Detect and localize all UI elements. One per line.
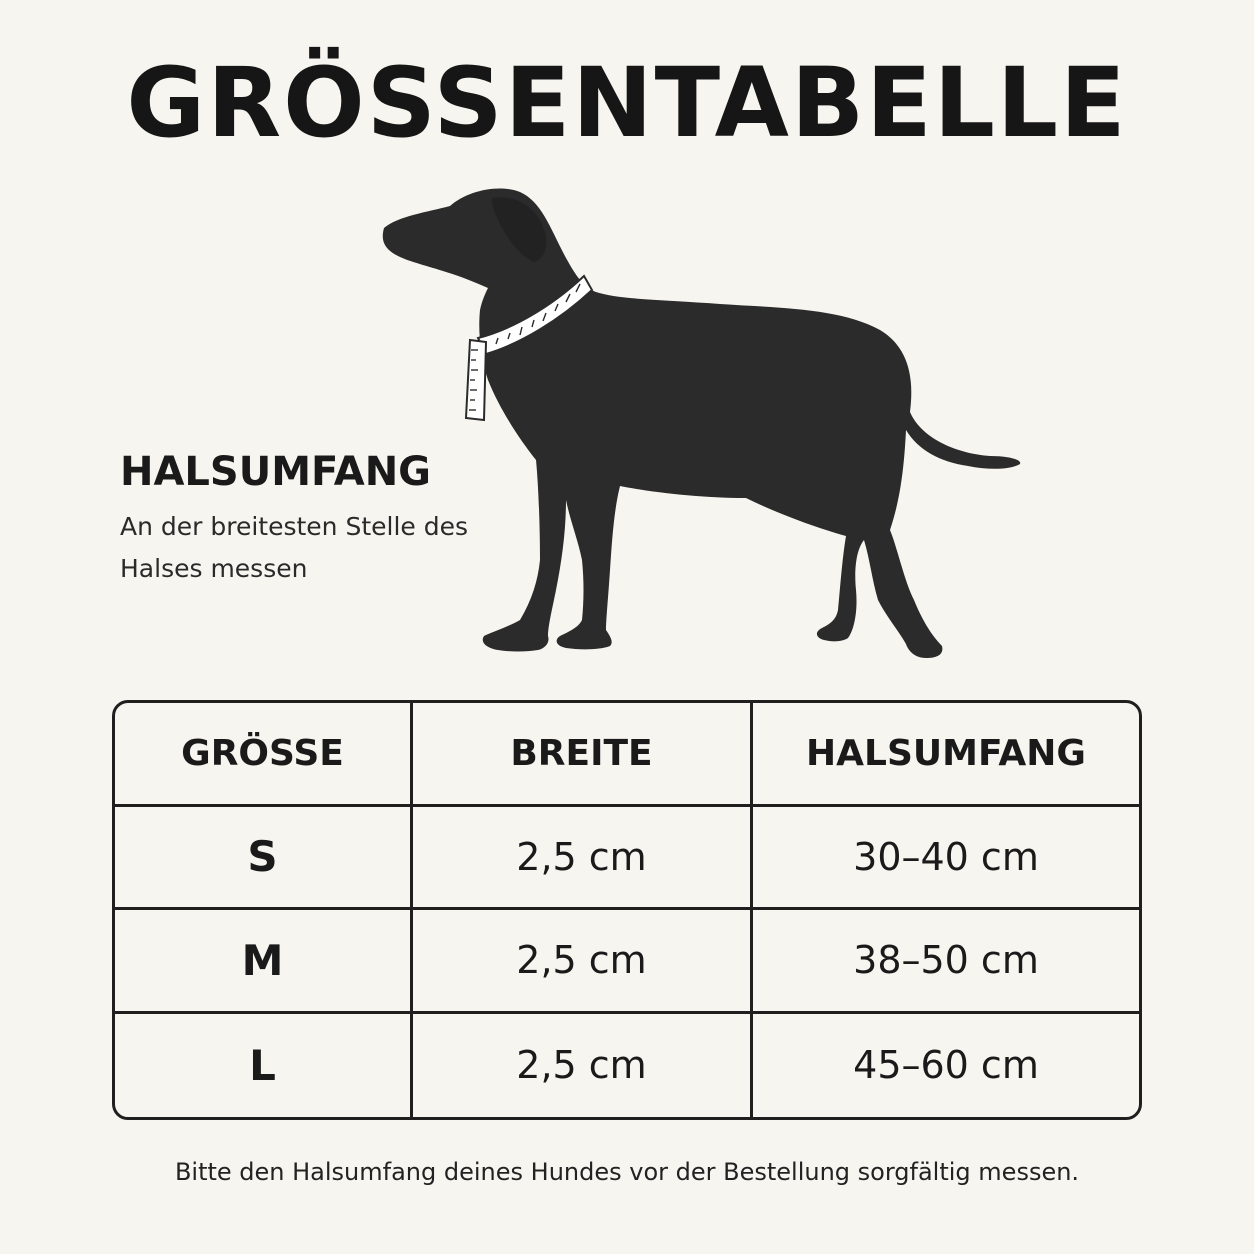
table-cell-size: L xyxy=(115,1014,413,1118)
measure-description: An der breitesten Stelle des Halses messen xyxy=(120,512,469,583)
table-cell-width: 2,5 cm xyxy=(413,910,753,1014)
table-header-width: BREITE xyxy=(413,703,753,807)
page-title: GRÖSSENTABELLE xyxy=(126,47,1128,159)
measure-title: HALSUMFANG xyxy=(120,449,432,495)
dog-silhouette-icon xyxy=(370,180,1040,670)
size-table xyxy=(112,700,1142,1120)
table-cell-neck: 38–50 cm xyxy=(753,910,1139,1014)
table-header-neck: HALSUMFANG xyxy=(753,703,1139,807)
footnote: Bitte den Halsumfang deines Hundes vor der Bestellung sorgfältig messen. xyxy=(174,1158,1080,1186)
measure-instruction xyxy=(120,446,480,590)
table-cell-width: 2,5 cm xyxy=(413,807,753,911)
table-cell-neck: 45–60 cm xyxy=(853,1043,1039,1088)
table-cell-size: M xyxy=(115,910,413,1014)
table-header-size: GRÖSSE xyxy=(115,703,413,807)
table-cell-width: 2,5 cm xyxy=(413,1014,753,1118)
table-cell-neck: 30–40 cm xyxy=(753,807,1139,911)
table-cell-size: S xyxy=(115,807,413,911)
